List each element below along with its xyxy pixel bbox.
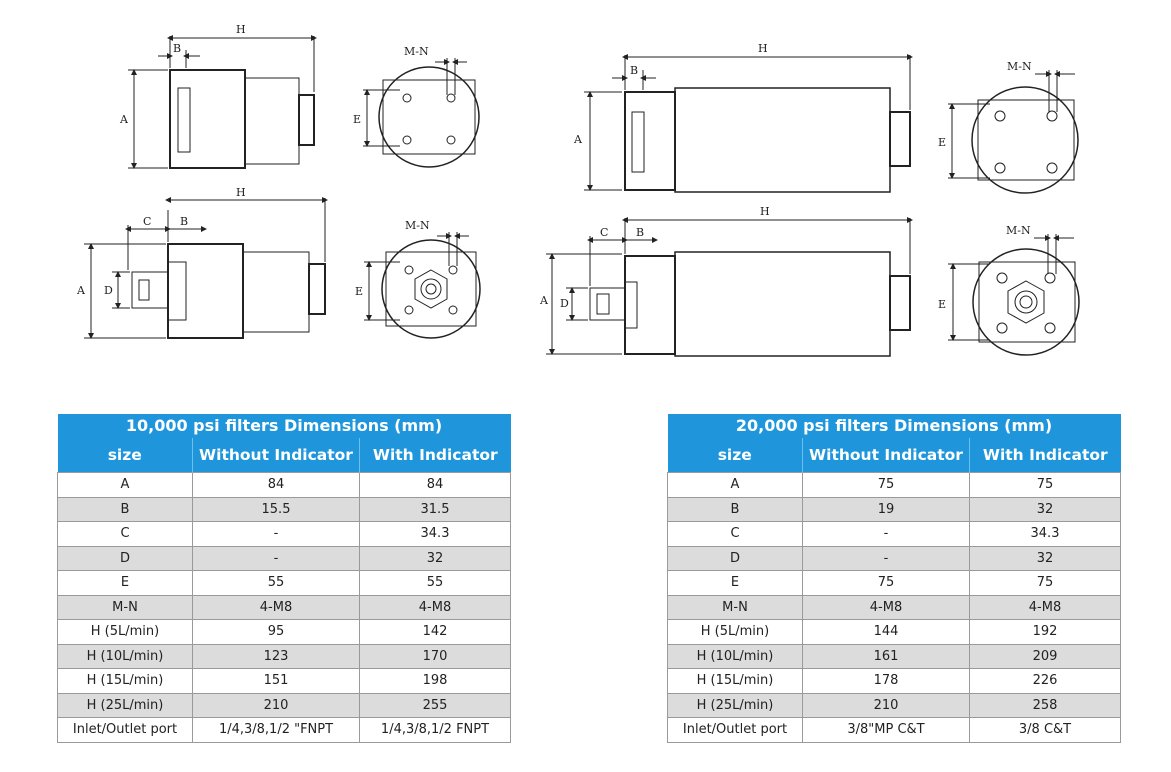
table-row — [58, 546, 511, 571]
value-cell: 1/4,3/8,1/2 FNPT — [360, 718, 511, 743]
value-cell: 19 — [803, 497, 970, 522]
value-cell: 55 — [193, 571, 360, 596]
row-label-cell: M-N — [668, 595, 803, 620]
label-a-20k: A — [574, 133, 582, 146]
label-a: A — [120, 113, 128, 126]
row-label-cell: E — [668, 571, 803, 596]
value-cell: - — [193, 522, 360, 547]
table-row — [58, 595, 511, 620]
dimensions-table-10k — [57, 414, 511, 743]
value-cell: 144 — [803, 620, 970, 645]
table-title: 20,000 psi filters Dimensions (mm) — [668, 414, 1121, 438]
label-mn-20k-bottom: M-N — [1006, 224, 1031, 237]
value-cell: 95 — [193, 620, 360, 645]
value-cell: 75 — [970, 473, 1121, 498]
drawing-10k-indicator-end-view — [364, 232, 480, 338]
value-cell: 4-M8 — [360, 595, 511, 620]
row-label-cell: B — [58, 497, 193, 522]
value-cell: 178 — [803, 669, 970, 694]
table-row — [668, 595, 1121, 620]
row-label-cell: Inlet/Outlet port — [668, 718, 803, 743]
value-cell: 32 — [360, 546, 511, 571]
row-label-cell: H (25L/min) — [58, 693, 193, 718]
table-row — [668, 620, 1121, 645]
drawing-20k-end-view — [948, 70, 1078, 193]
value-cell: 75 — [803, 571, 970, 596]
row-label-cell: H (15L/min) — [58, 669, 193, 694]
value-cell: 75 — [803, 473, 970, 498]
table-title: 10,000 psi filters Dimensions (mm) — [58, 414, 511, 438]
value-cell: 192 — [970, 620, 1121, 645]
column-header-size: size — [58, 438, 193, 473]
value-cell: 32 — [970, 497, 1121, 522]
value-cell: 34.3 — [360, 522, 511, 547]
value-cell: 32 — [970, 546, 1121, 571]
value-cell: 226 — [970, 669, 1121, 694]
label-e: E — [353, 113, 362, 126]
value-cell: 84 — [360, 473, 511, 498]
table-row — [58, 473, 511, 498]
value-cell: 4-M8 — [193, 595, 360, 620]
label-h: H — [236, 23, 246, 36]
table-row — [668, 718, 1121, 743]
row-label-cell: C — [668, 522, 803, 547]
row-label-cell: D — [58, 546, 193, 571]
column-header-with-indicator: With Indicator — [970, 438, 1121, 473]
row-label-cell: E — [58, 571, 193, 596]
label-d-20k: D — [560, 297, 569, 310]
table-row — [668, 473, 1121, 498]
value-cell: 4-M8 — [970, 595, 1121, 620]
label-b-bottom: B — [180, 215, 189, 228]
value-cell: 15.5 — [193, 497, 360, 522]
value-cell: 31.5 — [360, 497, 511, 522]
value-cell: 75 — [970, 571, 1121, 596]
row-label-cell: H (10L/min) — [58, 644, 193, 669]
table-row — [668, 693, 1121, 718]
table-row — [58, 571, 511, 596]
value-cell: - — [193, 546, 360, 571]
drawing-20k-indicator-end-view — [948, 234, 1079, 355]
label-b-20k: B — [630, 64, 639, 77]
label-e-20k: E — [938, 136, 947, 149]
label-h-20k: H — [758, 42, 768, 55]
row-label-cell: C — [58, 522, 193, 547]
value-cell: 3/8"MP C&T — [803, 718, 970, 743]
label-c: C — [143, 215, 152, 228]
row-label-cell: Inlet/Outlet port — [58, 718, 193, 743]
value-cell: 34.3 — [970, 522, 1121, 547]
row-label-cell: D — [668, 546, 803, 571]
label-mn-20k: M-N — [1007, 60, 1032, 73]
label-e-20k-bottom: E — [938, 298, 947, 311]
table-row — [58, 669, 511, 694]
label-h-20k-bottom: H — [760, 205, 770, 218]
value-cell: 4-M8 — [803, 595, 970, 620]
value-cell: 210 — [803, 693, 970, 718]
value-cell: 198 — [360, 669, 511, 694]
table-row — [58, 620, 511, 645]
table-row — [668, 644, 1121, 669]
row-label-cell: H (10L/min) — [668, 644, 803, 669]
label-d: D — [104, 284, 113, 297]
table-row — [668, 546, 1121, 571]
value-cell: 151 — [193, 669, 360, 694]
label-e-bottom: E — [355, 285, 364, 298]
value-cell: 161 — [803, 644, 970, 669]
label-b: B — [173, 42, 182, 55]
value-cell: 123 — [193, 644, 360, 669]
row-label-cell: A — [668, 473, 803, 498]
value-cell: - — [803, 546, 970, 571]
table-row — [58, 693, 511, 718]
value-cell: 3/8 C&T — [970, 718, 1121, 743]
value-cell: 258 — [970, 693, 1121, 718]
table-row — [668, 571, 1121, 596]
value-cell: 1/4,3/8,1/2 "FNPT — [193, 718, 360, 743]
value-cell: - — [803, 522, 970, 547]
column-header-without-indicator: Without Indicator — [193, 438, 360, 473]
value-cell: 255 — [360, 693, 511, 718]
column-header-without-indicator: Without Indicator — [803, 438, 970, 473]
row-label-cell: H (25L/min) — [668, 693, 803, 718]
table-row — [668, 669, 1121, 694]
drawing-10k-end-view — [363, 58, 479, 167]
row-label-cell: B — [668, 497, 803, 522]
drawing-10k-side-view — [128, 36, 314, 168]
column-header-with-indicator: With Indicator — [360, 438, 511, 473]
row-label-cell: M-N — [58, 595, 193, 620]
table-row — [58, 644, 511, 669]
value-cell: 209 — [970, 644, 1121, 669]
value-cell: 142 — [360, 620, 511, 645]
label-a-bottom: A — [77, 284, 85, 297]
value-cell: 210 — [193, 693, 360, 718]
label-c-20k: C — [600, 226, 609, 239]
row-label-cell: H (15L/min) — [668, 669, 803, 694]
table-row — [58, 522, 511, 547]
label-b-20k-bottom: B — [636, 226, 645, 239]
row-label-cell: A — [58, 473, 193, 498]
label-mn-bottom: M-N — [405, 219, 430, 232]
dimensions-table-20k — [667, 414, 1121, 743]
value-cell: 84 — [193, 473, 360, 498]
value-cell: 170 — [360, 644, 511, 669]
table-row — [58, 718, 511, 743]
table-row — [668, 497, 1121, 522]
row-label-cell: H (5L/min) — [58, 620, 193, 645]
label-mn: M-N — [404, 45, 429, 58]
row-label-cell: H (5L/min) — [668, 620, 803, 645]
drawing-10k-indicator-side-view — [84, 198, 325, 338]
label-a-20k-bottom: A — [540, 294, 548, 307]
table-row — [58, 497, 511, 522]
table-row — [668, 522, 1121, 547]
column-header-size: size — [668, 438, 803, 473]
value-cell: 55 — [360, 571, 511, 596]
label-h-bottom: H — [236, 186, 246, 199]
